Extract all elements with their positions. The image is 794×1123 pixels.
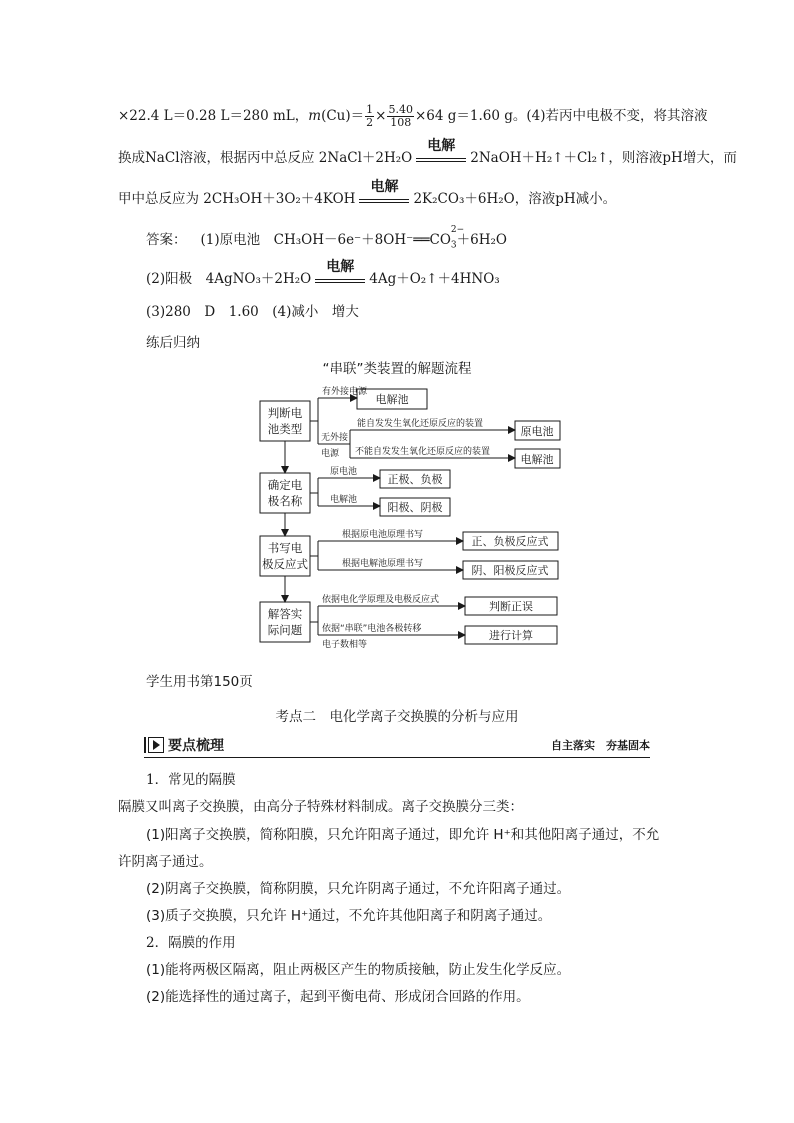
carbonate-ion (450, 225, 465, 256)
text: 2K₂CO₃＋6H₂O，溶液pH减小。 (413, 191, 617, 207)
stage-2-line-1: 确定电 (267, 478, 303, 492)
text: × (375, 108, 387, 124)
paragraph: (2)阴离子交换膜，简称阴膜，只允许阴离子通过，不允许阳离子通过。 (146, 881, 571, 897)
electrolysis-condition (359, 179, 409, 203)
result-text: 正极、负极 (387, 473, 443, 486)
solution-line-2 (118, 138, 737, 168)
fraction-denominator: 2 (366, 116, 374, 129)
paragraph: (2)能选择性的通过离子，起到平衡电荷、形成闭合回路的作用。 (146, 989, 530, 1005)
banner-bar (144, 737, 146, 753)
flowchart-title: “串联”类装置的解题流程 (322, 361, 472, 377)
banner-title: 要点梳理 (168, 738, 224, 754)
result-text: 阳极、阴极 (387, 501, 443, 514)
heading-1: 1．常见的隔膜 (146, 772, 236, 788)
text: (2)阳极 4AgNO₃＋2H₂O (146, 271, 312, 287)
summary-label: 练后归纳 (146, 335, 200, 351)
branch-label: 无外接 (321, 433, 349, 443)
section-title: 考点二 电化学离子交换膜的分析与应用 (275, 709, 519, 725)
branch-label: 电解池 (330, 495, 358, 505)
stage-4-line-2: 际问题 (267, 623, 303, 637)
branch-label: 根据电解池原理书写 (342, 559, 424, 569)
paragraph: (1)能将两极区隔离，阻止两极区产生的物质接触，防止发生化学反应。 (146, 962, 571, 978)
result-text: 阴、阳极反应式 (471, 564, 549, 577)
equal-sign (315, 279, 365, 283)
fraction-numerator: 1 (366, 103, 374, 116)
stage-1-line-1: 判断电 (267, 406, 303, 420)
fraction (365, 104, 374, 129)
text: 2NaOH＋H₂↑＋Cl₂↑，则溶液pH增大，而 (470, 150, 737, 166)
fraction-denominator: 108 (390, 116, 412, 129)
flowchart (0, 378, 794, 658)
banner-right-text: 自主落实 夯基固本 (551, 739, 650, 752)
solution-line-3 (118, 179, 617, 209)
fraction-numerator: 5.40 (388, 103, 413, 116)
paragraph: 许阴离子通过。 (118, 854, 213, 870)
condition-label: 电解 (370, 179, 399, 195)
electrolysis-condition (315, 259, 365, 283)
text: ＋6H₂O (456, 232, 507, 248)
text: ×64 g＝1.60 g。(4)若丙中电极不变，将其溶液 (414, 108, 708, 124)
paragraph: (3)质子交换膜，只允许 H⁺通过，不允许其他阳离子和阴离子通过。 (146, 908, 552, 924)
text: 4Ag＋O₂↑＋4HNO₃ (369, 271, 500, 287)
answer-line-1 (146, 225, 507, 256)
text: 换成NaCl溶液，根据丙中总反应 2NaCl＋2H₂O (118, 150, 413, 166)
stage-3-line-1: 书写电 (267, 541, 303, 555)
result-text: 判断正误 (489, 600, 533, 613)
ion-subscript: 3 (450, 240, 457, 251)
branch-label: 电子数相等 (322, 640, 368, 650)
text: ×22.4 L＝0.28 L＝280 mL， (118, 108, 309, 124)
fraction (387, 104, 414, 129)
answer-label: 答案： (146, 232, 187, 248)
condition-label: 电解 (326, 259, 355, 275)
branch-label: 依据“串联”电池各极转移 (322, 624, 422, 634)
stage-4-line-1: 解答实 (267, 607, 303, 621)
answer-line-3: (3)280 D 1.60 (4)减小 增大 (146, 304, 359, 320)
branch-label: 原电池 (330, 467, 358, 477)
key-points-banner (144, 735, 650, 758)
stage-1-line-2: 池类型 (267, 422, 303, 436)
branch-label: 不能自发发生氧化还原反应的装置 (355, 447, 491, 457)
text: (Cu)＝ (321, 108, 365, 124)
answer-line-2 (146, 259, 500, 289)
equal-sign (416, 158, 466, 162)
mass-symbol: m (308, 108, 322, 124)
paragraph: (1)阳离子交换膜，简称阳膜，只允许阳离子通过，即允许 H⁺和其他阳离子通过，不允 (146, 827, 660, 843)
result-text: 原电池 (520, 425, 554, 438)
stage-2-line-2: 极名称 (267, 494, 303, 508)
solution-line-1 (118, 104, 708, 129)
result-text: 电解池 (520, 453, 554, 466)
stage-3-line-2: 极反应式 (262, 557, 308, 571)
branch-label: 有外接电源 (322, 387, 368, 397)
text: (1)原电池 CH₃OH－6e⁻＋8OH⁻══CO (200, 232, 451, 248)
result-text: 进行计算 (489, 629, 533, 642)
play-icon (148, 737, 164, 753)
heading-2: 2．隔膜的作用 (146, 935, 236, 951)
branch-label: 依据电化学原理及电极反应式 (322, 595, 440, 605)
branch-label: 电源 (321, 449, 340, 459)
electrolysis-condition (416, 138, 466, 162)
paragraph: 隔膜又叫离子交换膜，由高分子特殊材料制成。离子交换膜分三类： (118, 799, 523, 815)
ion-charge: 2− (450, 225, 465, 235)
equal-sign (359, 199, 409, 203)
branch-label: 能自发发生氧化还原反应的装置 (357, 419, 484, 429)
result-text: 正、负极反应式 (471, 535, 549, 548)
result-text: 电解池 (375, 393, 409, 406)
condition-label: 电解 (427, 138, 456, 154)
text: 甲中总反应为 2CH₃OH＋3O₂＋4KOH (118, 191, 356, 207)
page-reference: 学生用书第150页 (146, 674, 253, 690)
branch-label: 根据原电池原理书写 (342, 530, 424, 540)
